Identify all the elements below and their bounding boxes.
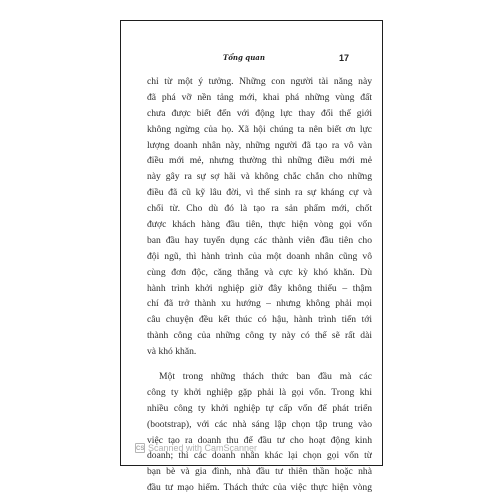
running-head: Tổng quan <box>223 53 265 62</box>
watermark-text: Scanned with CamScanner <box>148 443 258 453</box>
text-line: việc tạo ra doanh thu để đầu tư cho hoạt động kinh <box>147 434 372 446</box>
camscanner-watermark <box>135 441 257 455</box>
text-line: đội ngũ, thì hành trình của một doanh nhân cũng vô <box>147 250 372 262</box>
text-line: chưa được biết đến với động lực thay đổi thế giới <box>147 107 372 119</box>
text-line: chỉ từ một ý tưởng. Những con người tài năng này <box>147 76 372 87</box>
paragraph <box>147 74 372 360</box>
paragraph <box>147 369 372 496</box>
text-line: được khách hàng đầu tiên, thực hiện vòng gọi vốn <box>147 219 372 231</box>
text-line: thành công của những công ty này có thể sẽ rất dài <box>147 330 372 342</box>
text-line: này gây ra sự sợ hãi và không chắc chắn cho những <box>147 171 372 183</box>
text-line: cùng đơn độc, căng thẳng và cực kỳ khó khăn. Dù <box>147 266 372 278</box>
text-line: nhiều công ty khởi nghiệp tự cấp vốn để phát triển <box>147 402 372 414</box>
text-line: bạn bè và gia đình, nhà đầu tư thiên thần hoặc nhà <box>147 466 372 478</box>
text-line: điều mới mẻ, nhưng thường thì những điều mới mẻ <box>147 155 372 167</box>
text-line: doanh; thì các doanh nhân khác lại chọn gọi vốn từ <box>147 450 372 462</box>
text-line: điều đã cũ kỹ lâu đời, vì thế sinh ra sự kháng cự và <box>147 187 372 199</box>
text-line: ban đầu hay tuyển dụng các thành viên đầu tiên cho <box>147 234 372 246</box>
text-line: không ngừng của họ. Xã hội chúng ta nên biết ơn lực <box>147 123 372 135</box>
body-text <box>147 74 372 496</box>
text-line: và khó khăn. <box>147 346 197 358</box>
text-line: đã phá vỡ nền tảng mới, khai phá những vùng đất <box>147 91 372 103</box>
text-line: hành trình khởi nghiệp giờ đây không thiếu – thậm <box>147 282 372 294</box>
text-line: Một trong những thách thức ban đầu mà các <box>159 371 372 383</box>
book-page <box>120 20 383 494</box>
page-header <box>121 51 382 65</box>
camscanner-logo-icon: CS <box>135 443 145 453</box>
text-line: chối từ. Cho dù đó là tạo ra sản phẩm mới, chốt <box>147 203 372 215</box>
text-line: câu chuyện đều kết thúc có hậu, hành trình tiến tới <box>147 314 372 326</box>
page-number: 17 <box>339 53 350 63</box>
paragraph-gap <box>147 360 372 369</box>
text-line: chí đã trở thành xu hướng – nhưng không phải mọi <box>147 298 372 310</box>
text-line: công ty khởi nghiệp gặp phải là gọi vốn. Trong khi <box>147 386 372 398</box>
text-line: (bootstrap), với các nhà sáng lập chọn tập trung vào <box>147 418 372 430</box>
text-line: đầu tư mạo hiểm. Thách thức của việc thực hiện vòng <box>147 482 372 494</box>
text-line: lượng doanh nhân này, những người đã tạo ra vô vàn <box>147 139 372 151</box>
